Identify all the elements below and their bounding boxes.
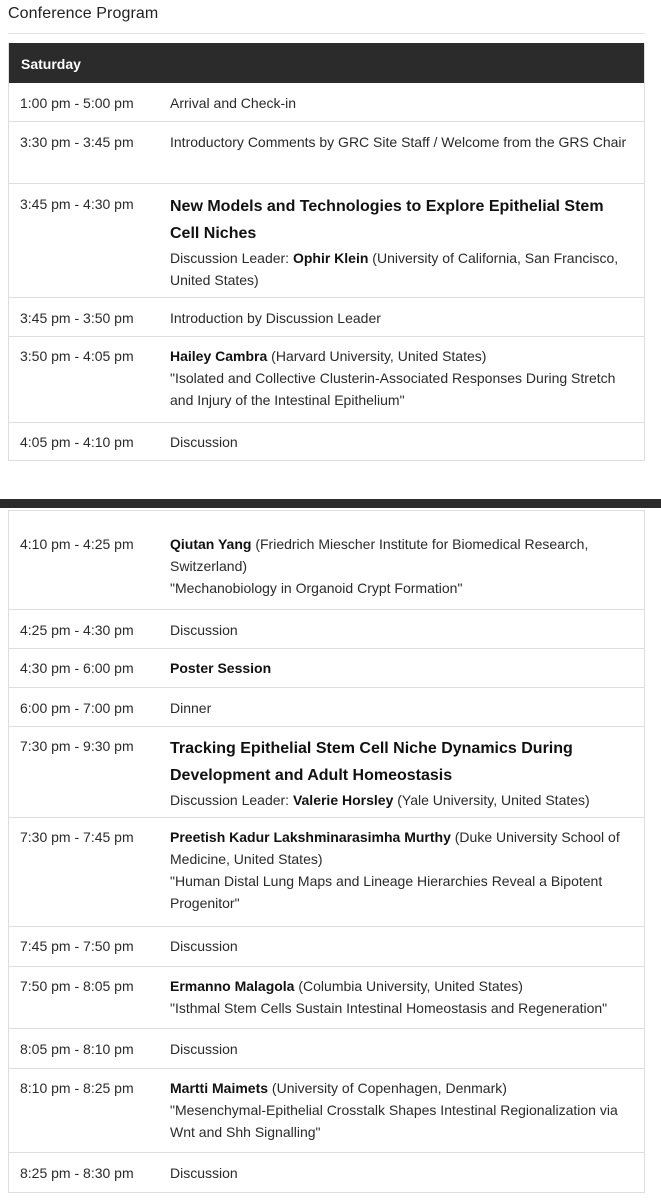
session-time: 3:45 pm - 3:50 pm — [20, 310, 134, 326]
program-row — [9, 688, 644, 727]
session-time: 4:30 pm - 6:00 pm — [20, 660, 134, 676]
program-table-saturday — [8, 43, 645, 461]
session-heading: Tracking Epithelial Stem Cell Niche Dynamics During Development and Adult Homeostasis — [170, 740, 573, 784]
speaker-name: Ermanno Malagola — [170, 978, 295, 994]
session-title: Introductory Comments by GRC Site Staff / Welcome from the GRS Chair — [170, 134, 627, 150]
speaker-affiliation: (Friedrich Miescher Institute for Biomedical Research, Switzerland) — [170, 536, 589, 574]
session-title: Arrival and Check-in — [170, 95, 297, 111]
speaker-line — [170, 345, 630, 367]
program-row — [9, 83, 644, 122]
discussion-leader-line — [170, 789, 630, 811]
program-table-continued — [8, 510, 645, 1193]
program-row-talk — [9, 1069, 644, 1153]
page-title: Conference Program — [8, 5, 159, 22]
leader-name: Ophir Klein — [292, 250, 369, 266]
day-header: Saturday — [9, 43, 644, 83]
session-time: 1:00 pm - 5:00 pm — [20, 95, 134, 111]
program-row — [9, 649, 644, 688]
speaker-affiliation: (Duke University School of Medicine, United States) — [170, 829, 620, 867]
talk-title: "Isolated and Collective Clusterin-Associated Responses During Stretch and Injury of the Intestinal Epithelium" — [170, 370, 616, 408]
session-title: Discussion — [170, 1041, 238, 1057]
program-row — [9, 122, 644, 184]
program-row-session — [9, 727, 644, 818]
leader-prefix: Discussion Leader: — [170, 250, 293, 266]
speaker-line — [170, 826, 630, 870]
session-time: 7:30 pm - 7:45 pm — [20, 829, 134, 845]
session-time: 3:45 pm - 4:30 pm — [20, 196, 134, 212]
session-time: 4:10 pm - 4:25 pm — [20, 536, 134, 552]
session-title: Discussion — [170, 434, 238, 450]
program-row — [9, 927, 644, 967]
session-time: 8:10 pm - 8:25 pm — [20, 1080, 134, 1096]
speaker-name: Hailey Cambra — [170, 348, 268, 364]
talk-title: "Isthmal Stem Cells Sustain Intestinal Homeostasis and Regeneration" — [170, 1000, 608, 1016]
program-row-talk — [9, 818, 644, 927]
leader-name: Valerie Horsley — [292, 792, 394, 808]
program-row — [9, 1029, 644, 1069]
program-row-talk — [9, 967, 644, 1029]
session-title: Discussion — [170, 622, 238, 638]
session-title: Poster Session — [170, 660, 272, 676]
program-row — [9, 610, 644, 649]
leader-prefix: Discussion Leader: — [170, 792, 293, 808]
title-divider — [8, 33, 645, 34]
speaker-affiliation: (Harvard University, United States) — [267, 348, 487, 364]
session-time: 6:00 pm - 7:00 pm — [20, 700, 134, 716]
program-row-session — [9, 184, 644, 298]
session-heading: New Models and Technologies to Explore Epithelial Stem Cell Niches — [170, 198, 604, 242]
session-time: 7:45 pm - 7:50 pm — [20, 938, 134, 954]
section-divider — [0, 499, 661, 508]
talk-title: "Mesenchymal-Epithelial Crosstalk Shapes Intestinal Regionalization via Wnt and Shh Signalling" — [170, 1102, 618, 1140]
program-row — [9, 298, 644, 337]
program-row — [9, 423, 644, 461]
leader-affiliation: (Yale University, United States) — [393, 792, 590, 808]
speaker-name: Preetish Kadur Lakshminarasimha Murthy — [170, 829, 451, 845]
program-row — [9, 1153, 644, 1193]
program-row-talk — [9, 511, 644, 610]
speaker-line — [170, 533, 630, 577]
talk-title: "Mechanobiology in Organoid Crypt Formation" — [170, 580, 463, 596]
session-time: 8:25 pm - 8:30 pm — [20, 1165, 134, 1181]
speaker-affiliation: (Columbia University, United States) — [294, 978, 523, 994]
session-time: 8:05 pm - 8:10 pm — [20, 1041, 134, 1057]
talk-title: "Human Distal Lung Maps and Lineage Hierarchies Reveal a Bipotent Progenitor" — [170, 873, 603, 911]
session-title: Discussion — [170, 938, 238, 954]
session-time: 4:25 pm - 4:30 pm — [20, 622, 134, 638]
session-time: 3:30 pm - 3:45 pm — [20, 134, 134, 150]
session-time: 7:30 pm - 9:30 pm — [20, 738, 134, 754]
speaker-name: Qiutan Yang — [170, 536, 252, 552]
session-time: 3:50 pm - 4:05 pm — [20, 348, 134, 364]
discussion-leader-line — [170, 247, 630, 291]
session-time: 4:05 pm - 4:10 pm — [20, 434, 134, 450]
program-row-talk — [9, 337, 644, 423]
session-time: 7:50 pm - 8:05 pm — [20, 978, 134, 994]
session-title: Discussion — [170, 1165, 238, 1181]
speaker-line — [170, 1077, 630, 1099]
speaker-affiliation: (University of Copenhagen, Denmark) — [268, 1080, 507, 1096]
speaker-line — [170, 975, 630, 997]
speaker-name: Martti Maimets — [170, 1080, 269, 1096]
session-title: Dinner — [170, 700, 212, 716]
session-title: Introduction by Discussion Leader — [170, 310, 381, 326]
leader-affiliation: (University of California, San Francisco, United States) — [170, 250, 619, 288]
